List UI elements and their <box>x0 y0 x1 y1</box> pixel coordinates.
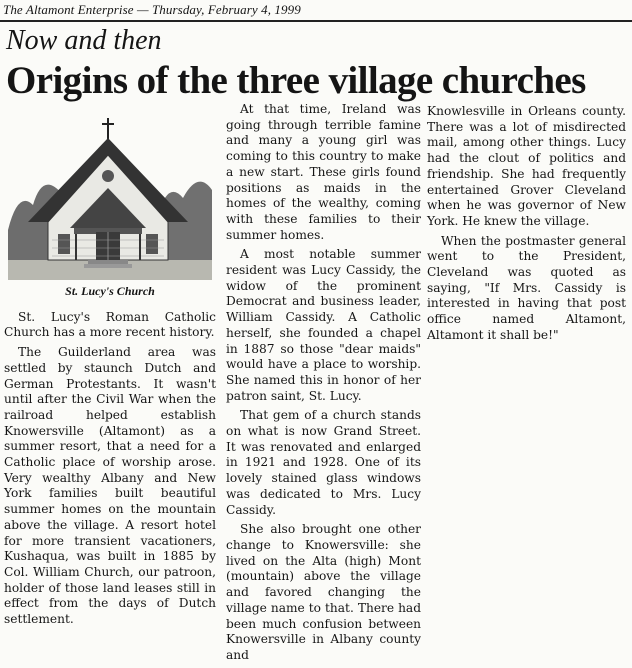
church-photo <box>8 110 212 280</box>
photo-caption: St. Lucy's Church <box>65 284 155 298</box>
article-column-2 <box>226 100 421 668</box>
article-column-3 <box>427 102 626 348</box>
masthead-line: The Altamont Enterprise — Thursday, February 4, 1999 <box>3 2 301 17</box>
paragraph: A most notable summer resident was Lucy Cassidy, the widow of the prominent Democrat and business leader, William Cassidy. A Catholic herself, she founded a chapel in 1887 so those "dear maids" would have a place to worship. She named this in honor of her patron saint, St. Lucy. <box>226 247 421 403</box>
paragraph: She also brought one other change to Knowersville: she lived on the Alta (high) Mont (mountain) above the village and favored changing the village name to that. There had been much confusion between Knowersville in Albany county and <box>226 522 421 662</box>
paragraph: Knowlesville in Orleans county. There was a lot of misdirected mail, among other things. Lucy had the clout of politics and friendship. She had frequently entertained Grover Cleveland when he was governor of New York. He knew the village. <box>427 104 626 228</box>
paragraph: That gem of a church stands on what is now Grand Street. It was renovated and enlarged in 1921 and 1928. One of its lovely stained glass windows was dedicated to Mrs. Lucy Cassidy. <box>226 408 421 517</box>
top-rule <box>0 20 632 22</box>
paragraph: St. Lucy's Roman Catholic Church has a more recent history. <box>4 309 216 340</box>
article-headline: Origins of the three village churches <box>6 59 586 102</box>
article-column-1 <box>4 110 216 632</box>
paragraph: At that time, Ireland was going through terrible famine and many a young girl was coming to this country to make a new start. These girls found positions as maids in the homes of the wealthy, coming with these families to their summer homes. <box>226 102 421 242</box>
paragraph: When the postmaster general went to the President, Cleveland was quoted as saying, "If Mrs. Cassidy is interested in having that post office named Altamont, Altamont it shall be!" <box>427 233 626 342</box>
paragraph: The Guilderland area was settled by staunch Dutch and German Protestants. It wasn't until after the Civil War when the railroad helped establish Knowersville (Altamont) as a summer resort, that a need for a Catholic place of worship arose. Very wealthy Albany and New York families built beautiful summer homes on the mountain above the village. A resort hotel for more transient vacationers, Kushaqua, was built in 1885 by Col. William Church, our patroon, holder of those land leases still in effect from the days of Dutch settlement. <box>4 345 216 627</box>
church-illustration-icon <box>8 110 212 280</box>
article-kicker: Now and then <box>6 25 162 56</box>
